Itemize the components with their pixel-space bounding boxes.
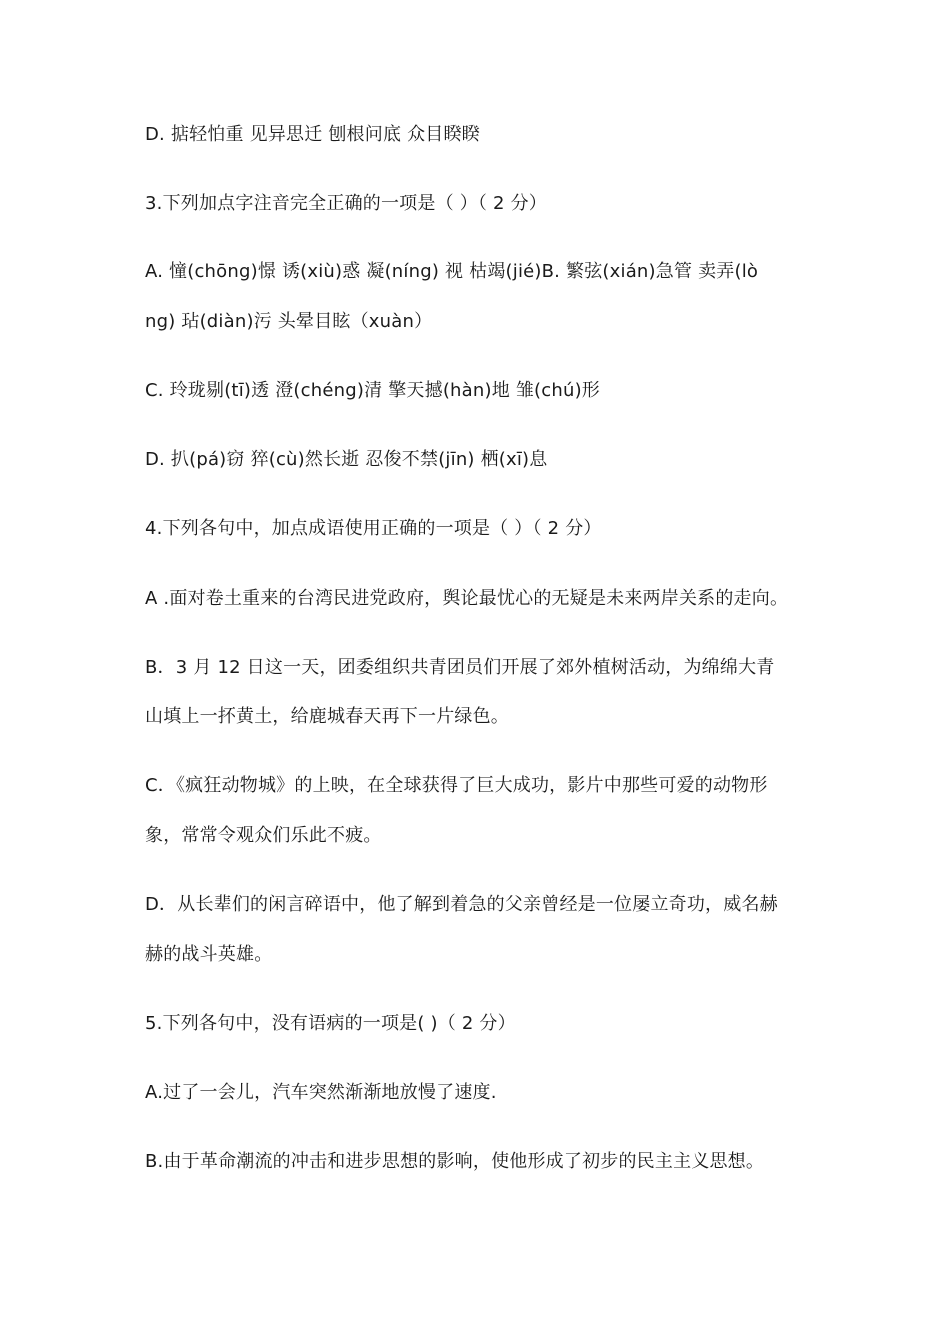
question-3: 3.下列加点字注音完全正确的一项是（ ）（ 2 分） (145, 193, 547, 214)
q4-option-d-line1: D．从长辈们的闲言碎语中，他了解到着急的父亲曾经是一位屡立奇功，威名赫 (145, 894, 778, 915)
option-d-idioms: D. 掂轻怕重 见异思迁 刨根问底 众目睽睽 (145, 124, 480, 145)
q4-option-b-line1: B．3 月 12 日这一天，团委组织共青团员们开展了郊外植树活动，为绵绵大青 (145, 657, 775, 678)
q4-option-d-line2: 赫的战斗英雄。 (145, 944, 273, 965)
q3-option-b-line2: ng) 玷(diàn)污 头晕目眩（xuàn） (145, 311, 433, 332)
q4-option-c-line1: C．《疯狂动物城》的上映，在全球获得了巨大成功，影片中那些可爱的动物形 (145, 775, 768, 796)
q3-option-c: C. 玲珑剔(tī)透 澄(chéng)清 擎天撼(hàn)地 雏(chú)形 (145, 380, 600, 401)
q4-option-b-line2: 山填上一抔黄土，给鹿城春天再下一片绿色。 (145, 706, 509, 727)
q5-option-b: B.由于革命潮流的冲击和进步思想的影响，使他形成了初步的民主主义思想。 (145, 1151, 765, 1172)
q3-option-d: D. 扒(pá)窃 猝(cù)然长逝 忍俊不禁(jīn) 栖(xī)息 (145, 449, 548, 470)
question-5: 5.下列各句中，没有语病的一项是( )（ 2 分） (145, 1013, 516, 1034)
q4-option-a: A .面对卷土重来的台湾民进党政府，舆论最忧心的无疑是未来两岸关系的走向。 (145, 588, 789, 609)
q3-option-a-b-line1: A. 憧(chōng)憬 诱(xiù)惑 凝(níng) 视 枯竭(jié)B. 繁弦(xián)急管 卖弄(lò (145, 261, 759, 282)
q4-option-c-line2: 象，常常令观众们乐此不疲。 (145, 825, 382, 846)
question-4: 4.下列各句中，加点成语使用正确的一项是（ ）（ 2 分） (145, 518, 602, 539)
q5-option-a: A.过了一会儿，汽车突然渐渐地放慢了速度. (145, 1082, 497, 1103)
